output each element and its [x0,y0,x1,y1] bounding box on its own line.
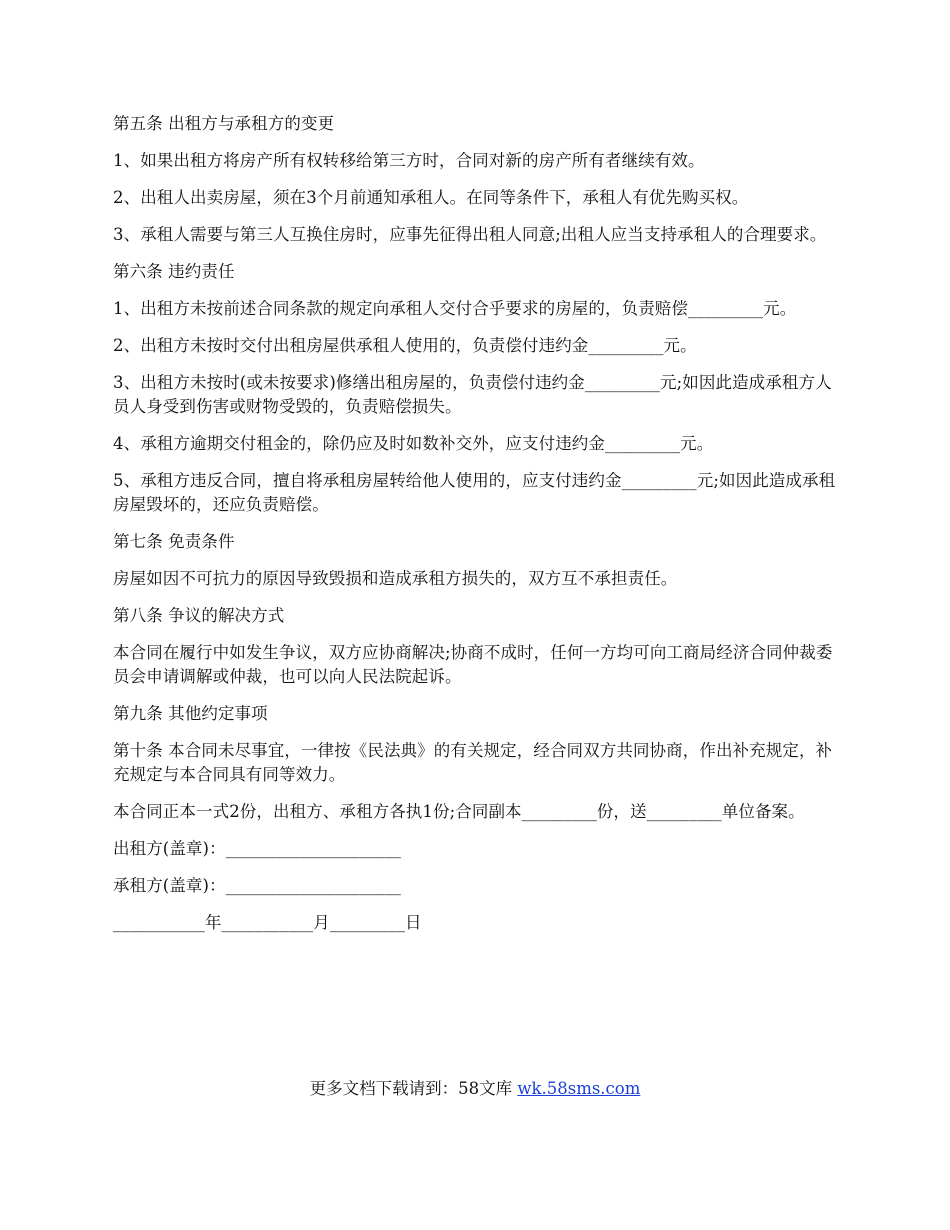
section-heading-5: 第五条 出租方与承租方的变更 [113,114,335,133]
clause-6-2: 2、出租方未按时交付出租房屋供承租人使用的，负责偿付违约金_________元。 [113,336,697,355]
footer-link[interactable]: wk.58sms.com [517,1079,641,1098]
copies-clause: 本合同正本一式2份，出租方、承租方各执1份;合同副本_________份，送_________单位备案。 [113,802,805,821]
download-footer [0,1077,950,1101]
lessee-signature-line: 承租方(盖章)：_____________________ [113,876,402,895]
lessor-signature-line: 出租方(盖章)：_____________________ [113,839,402,858]
clause-7-text: 房屋如因不可抗力的原因导致毁损和造成承租方损失的，双方互不承担责任。 [113,569,678,588]
section-heading-7: 第七条 免责条件 [113,532,235,551]
clause-6-1: 1、出租方未按前述合同条款的规定向承租人交付合乎要求的房屋的，负责赔偿_________元。 [113,299,797,318]
date-line: ___________年___________月_________日 [113,913,422,932]
clause-5-2: 2、出租人出卖房屋，须在3个月前通知承租人。在同等条件下，承租人有优先购买权。 [113,188,749,207]
document-body [113,112,843,948]
clause-5-1: 1、如果出租方将房产所有权转移给第三方时，合同对新的房产所有者继续有效。 [113,151,705,170]
clause-8-text: 本合同在履行中如发生争议，双方应协商解决;协商不成时，任何一方均可向工商局经济合同仲裁委员会申请调解或仲裁，也可以向人民法院起诉。 [113,643,833,686]
section-heading-6: 第六条 违约责任 [113,262,235,281]
section-10-text: 第十条 本合同未尽事宜，一律按《民法典》的有关规定，经合同双方共同协商，作出补充规定，补充规定与本合同具有同等效力。 [113,741,833,784]
clause-6-5: 5、承租方违反合同，擅自将承租房屋转给他人使用的，应支付违约金_________元;如因此造成承租房屋毁坏的，还应负责赔偿。 [113,471,836,514]
clause-6-3: 3、出租方未按时(或未按要求)修缮出租房屋的，负责偿付违约金_________元;如因此造成承租方人员人身受到伤害或财物受毁的，负责赔偿损失。 [113,373,832,416]
section-heading-9: 第九条 其他约定事项 [113,704,268,723]
clause-5-3: 3、承租人需要与第三人互换住房时，应事先征得出租人同意;出租人应当支持承租人的合理要求。 [113,225,827,244]
clause-6-4: 4、承租方逾期交付租金的，除仍应及时如数补交外，应支付违约金_________元。 [113,434,714,453]
section-heading-8: 第八条 争议的解决方式 [113,606,285,625]
footer-text: 更多文档下载请到：58文库 [309,1079,518,1098]
